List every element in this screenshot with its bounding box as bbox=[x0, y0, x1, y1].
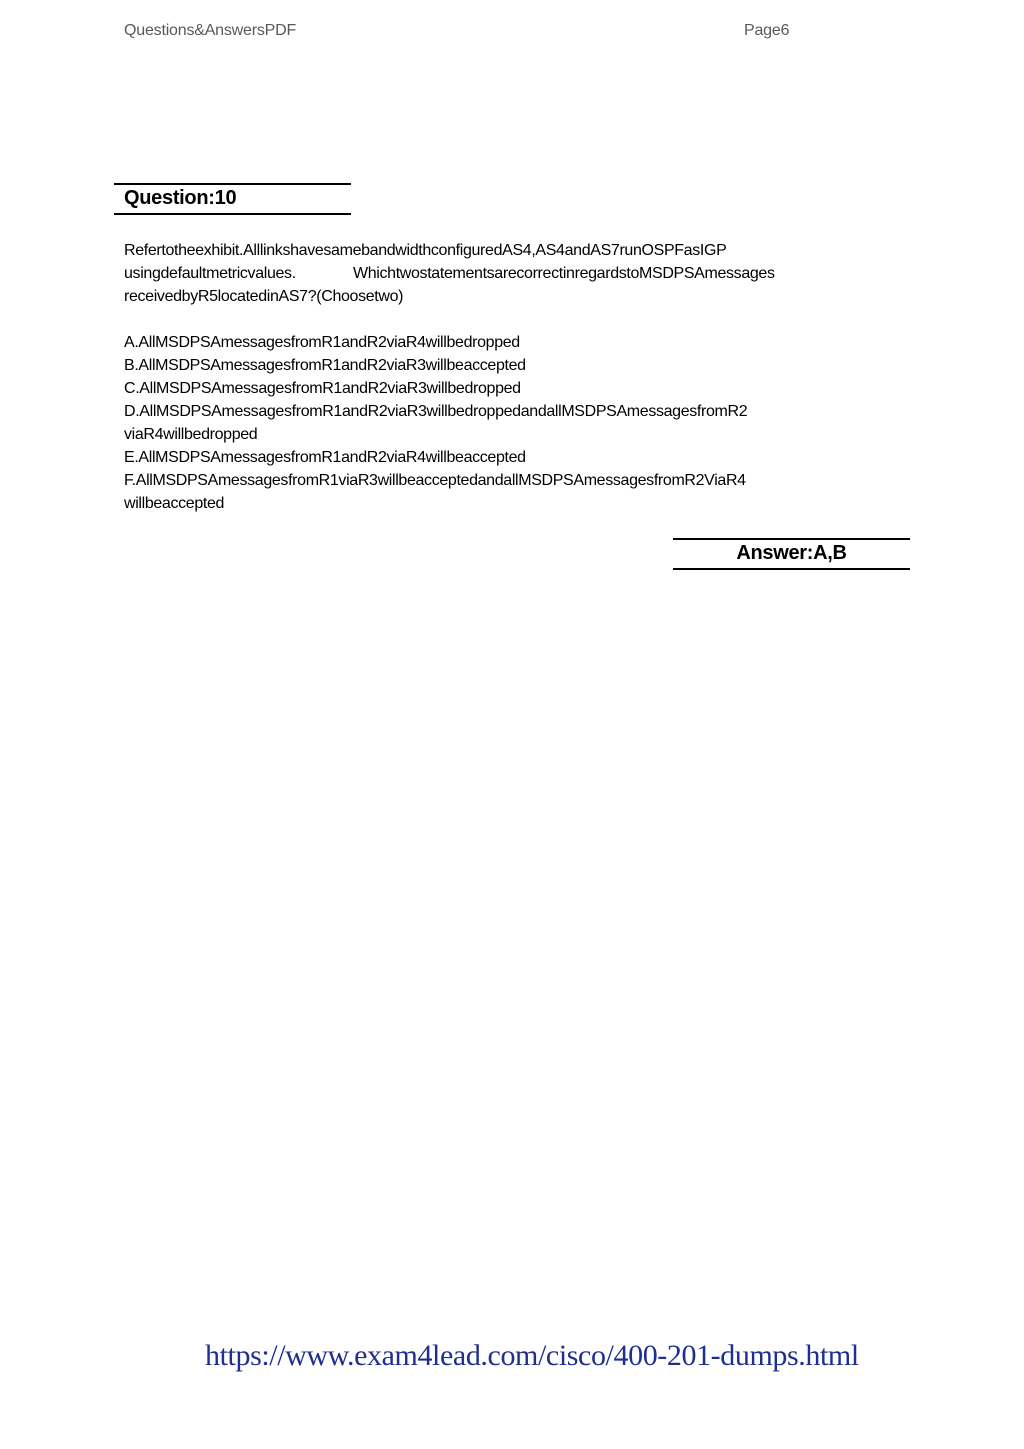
question-text-line-4: receivedbyR5locatedinAS7?(Choosetwo) bbox=[124, 288, 404, 305]
answer-bottom-rule bbox=[673, 568, 910, 570]
footer-url-link[interactable]: https://www.exam4lead.com/cisco/400-201-dumps.html bbox=[205, 1339, 859, 1372]
option-d-line-2: viaR4willbedropped bbox=[124, 426, 258, 443]
option-a: A.AllMSDPSAmessagesfromR1andR2viaR4willbedropped bbox=[124, 334, 520, 351]
answer-top-rule bbox=[673, 538, 910, 540]
question-text-line-1: Refertotheexhibit.AlllinkshavesamebandwidthconfiguredAS4,AS4andAS7runOSPFasIGP bbox=[124, 242, 727, 259]
answer-heading: Answer:A,B bbox=[736, 542, 847, 564]
question-heading: Question:10 bbox=[124, 187, 237, 209]
question-text-line-3: WhichtwostatementsarecorrectinregardstoMSDPSAmessages bbox=[353, 265, 775, 282]
option-c: C.AllMSDPSAmessagesfromR1andR2viaR3willbedropped bbox=[124, 380, 521, 397]
option-d-line-1: D.AllMSDPSAmessagesfromR1andR2viaR3willbedroppedandallMSDPSAmessagesfromR2 bbox=[124, 403, 748, 420]
question-bottom-rule bbox=[114, 213, 351, 215]
option-f-line-2: willbeaccepted bbox=[124, 495, 225, 512]
option-b: B.AllMSDPSAmessagesfromR1andR2viaR3willbeaccepted bbox=[124, 357, 526, 374]
question-text-line-2: usingdefaultmetricvalues. bbox=[124, 265, 296, 282]
page-number: Page6 bbox=[744, 22, 790, 39]
option-e: E.AllMSDPSAmessagesfromR1andR2viaR4willbeaccepted bbox=[124, 449, 526, 466]
option-f-line-1: F.AllMSDPSAmessagesfromR1viaR3willbeacceptedandallMSDPSAmessagesfromR2ViaR4 bbox=[124, 472, 746, 489]
question-top-rule bbox=[114, 183, 351, 185]
page-header-left: Questions&AnswersPDF bbox=[124, 22, 297, 39]
